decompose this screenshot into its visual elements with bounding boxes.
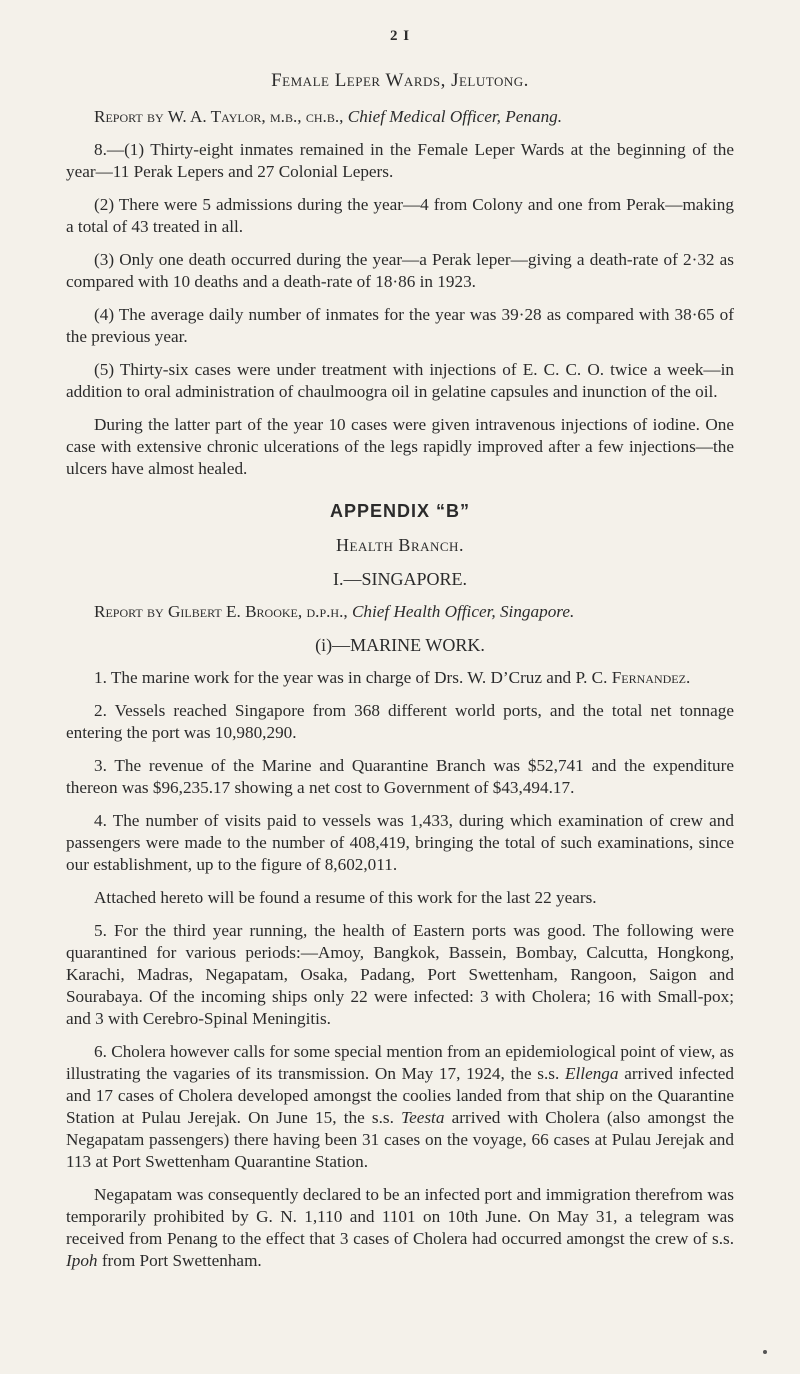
leper-report-title: Chief Medical Officer, Penang. <box>347 107 563 126</box>
page-number: 2 I <box>389 28 411 44</box>
leper-paragraph-3: (3) Only one death occurred during the year—a Perak leper—giving a death-rate of 2·32 as compared with 10 deaths and a death-rate of 18·86 in 1923. <box>66 250 734 291</box>
marine-paragraph-7-part-a: Negapatam was consequently declared to be an infected port and immigration therefrom was temporarily prohibited by G. N. 1,110 and 1101 on 10th June. On May 31, a telegram was received from Penang to the effect that 3 cases of Cholera had occurred amongst the crew of s.s. <box>66 1185 734 1248</box>
marine-paragraph-6-part-b: arrived infected and 17 cases of Cholera developed amongst the coolies landed from that ship on the Quarantine Station at Pulau Jerejak. On June 15, the s.s. <box>66 1064 735 1127</box>
marine-work-heading: (i)—MARINE WORK. <box>315 635 485 655</box>
singapore-report-author: Report by Gilbert E. Brooke, d.p.h., <box>94 602 348 621</box>
marine-paragraph-2: 2. Vessels reached Singapore from 368 different world ports, and the total net tonnage entering the port was 10,980,290. <box>66 701 734 742</box>
ship-name-ellenga: Ellenga <box>565 1064 619 1083</box>
singapore-report-byline <box>66 601 734 623</box>
leper-paragraph-4: (4) The average daily number of inmates for the year was 39·28 as compared with 38·65 of the previous year. <box>66 305 734 346</box>
marine-paragraph-7 <box>66 1184 734 1272</box>
marine-paragraph-3: 3. The revenue of the Marine and Quarantine Branch was $52,741 and the expenditure thereon was $96,235.17 showing a net cost to Government of $43,494.17. <box>66 756 734 797</box>
page-body <box>66 60 734 1272</box>
marine-paragraph-4b: Attached hereto will be found a resume of this work for the last 22 years. <box>94 888 597 907</box>
singapore-report-title: Chief Health Officer, Singapore. <box>351 602 575 621</box>
leper-report-author: Report by W. A. Taylor, m.b., ch.b., <box>94 107 344 126</box>
marine-paragraph-4: 4. The number of visits paid to vessels was 1,433, during which examination of crew and passengers were made to the number of 408,419, bringing the total of such examinations, since our establishment, up to the figure of 8,602,011. <box>66 811 734 874</box>
appendix-heading: APPENDIX “B” <box>329 501 471 521</box>
marine-paragraph-1-names: P. C. Fernandez. <box>575 668 691 687</box>
leper-paragraph-2: (2) There were 5 admissions during the year—4 from Colony and one from Perak—making a total of 43 treated in all. <box>66 195 734 236</box>
health-branch-heading: Health Branch. <box>336 535 464 555</box>
ship-name-ipoh: Ipoh <box>66 1251 98 1270</box>
leper-paragraph-5: (5) Thirty-six cases were under treatment with injections of E. C. C. O. twice a week—in addition to oral administration of chaulmoogra oil in gelatine capsules and inunction of the oil. <box>66 360 734 401</box>
leper-paragraph-iodine: During the latter part of the year 10 cases were given intravenous injections of iodine. One case with extensive chronic ulcerations of the legs rapidly improved after a few injections—the ulcers have almost healed. <box>66 415 734 478</box>
marine-paragraph-6-part-a: 6. Cholera however calls for some special mention from an epidemiological point of view, as illustrating the vagaries of its transmission. On May 17, 1924, the s.s. <box>66 1042 734 1083</box>
marine-paragraph-1 <box>66 667 734 689</box>
leper-wards-heading: Female Leper Wards, Jelutong. <box>271 70 529 91</box>
marine-paragraph-6-part-c: arrived with Cholera (also amongst the Negapatam passengers) there having been 31 cases on the voyage, 66 cases at Pulau Jerejak and 113 at Port Swettenham Quarantine Station. <box>66 1108 734 1171</box>
marine-paragraph-7-part-b: from Port Swettenham. <box>101 1251 262 1270</box>
singapore-heading: I.—SINGAPORE. <box>332 569 467 589</box>
marine-paragraph-1-text: 1. The marine work for the year was in charge of Drs. W. D’Cruz and <box>94 668 572 687</box>
leper-report-byline <box>66 106 734 128</box>
ship-name-teesta: Teesta <box>401 1108 445 1127</box>
page-speck <box>763 1350 767 1354</box>
marine-paragraph-6 <box>66 1041 734 1173</box>
leper-paragraph-8-1: 8.—(1) Thirty-eight inmates remained in the Female Leper Wards at the beginning of the year—11 Perak Lepers and 27 Colonial Lepers. <box>66 140 734 181</box>
marine-paragraph-5: 5. For the third year running, the health of Eastern ports was good. The following were quarantined for various periods:—Amoy, Bangkok, Bassein, Bombay, Calcutta, Hongkong, Karachi, Madras, Negapatam, Osaka, Padang, Port Swettenham, Rangoon, Saigon and Sourabaya. Of the incoming ships only 22 were infected: 3 with Cholera; 16 with Small-pox; and 3 with Cerebro-Spinal Meningitis. <box>66 921 734 1028</box>
